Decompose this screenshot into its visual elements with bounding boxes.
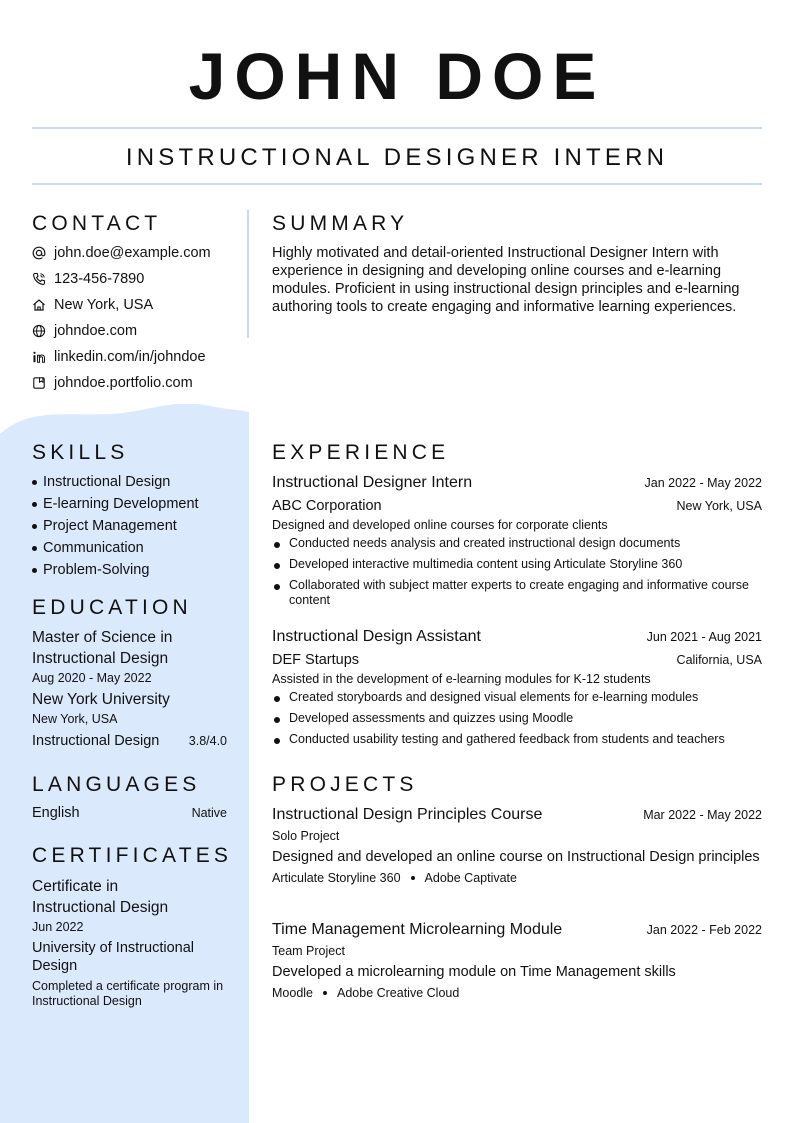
bullet-text: Conducted needs analysis and created instructional design documents <box>289 536 681 550</box>
tag-separator <box>411 876 415 880</box>
contact-email-text: john.doe@example.com <box>54 245 211 261</box>
experience-entry-1 <box>272 472 762 614</box>
experience-entry-2 <box>272 626 762 753</box>
company-row <box>272 496 762 516</box>
contact-portfolio-text: johndoe.portfolio.com <box>54 375 193 391</box>
bullet-dot <box>274 584 280 590</box>
tool-tag: Articulate Storyline 360 <box>272 871 401 885</box>
header-rule-bottom <box>32 183 762 185</box>
education-dates: Aug 2020 - May 2022 <box>32 671 152 685</box>
certificates-heading: CERTIFICATES <box>32 844 233 867</box>
project-title: Time Management Microlearning Module <box>272 921 563 938</box>
company-name: DEF Startups <box>272 652 360 668</box>
contact-linkedin-text: linkedin.com/in/johndoe <box>54 349 206 365</box>
list-item <box>272 732 762 747</box>
project-title: Instructional Design Principles Course <box>272 806 543 823</box>
job-title: Instructional Design Assistant <box>272 628 481 645</box>
contact-email[interactable] <box>32 240 242 266</box>
job-header <box>272 472 762 494</box>
experience-heading: EXPERIENCE <box>272 441 450 464</box>
education-heading: EDUCATION <box>32 596 192 619</box>
project-type: Solo Project <box>272 829 340 843</box>
bullet-text: Collaborated with subject matter experts to create engaging and informative course content <box>289 578 749 607</box>
education-entry <box>32 627 227 752</box>
projects-heading: PROJECTS <box>272 773 418 796</box>
list-item <box>32 515 199 537</box>
education-field: Instructional Design <box>32 733 160 749</box>
skills-list <box>32 471 199 581</box>
certificate-issuer: University of Instructional Design <box>32 940 194 974</box>
contact-location <box>32 292 242 318</box>
list-item <box>272 557 762 572</box>
contact-heading: CONTACT <box>32 212 162 235</box>
education-school: New York University <box>32 691 170 708</box>
globe-icon <box>32 324 46 338</box>
bullet-dot <box>274 542 280 548</box>
summary-text: Highly motivated and detail-oriented Instructional Designer Intern with experience in designing and developing online courses and e-learning modules. Proficient in using instructional design principles and e-learning authoring tools to create engaging and informative learning experiences. <box>272 245 740 315</box>
education-degree: Master of Science in Instructional Design <box>32 629 173 667</box>
phone-icon <box>32 272 46 286</box>
linkedin-icon <box>32 350 46 364</box>
project-dates: Mar 2022 - May 2022 <box>643 808 762 822</box>
job-dates: Jun 2021 - Aug 2021 <box>646 630 762 644</box>
project-description: Designed and developed an online course on Instructional Design principles <box>272 849 760 865</box>
project-header <box>272 804 762 826</box>
education-gpa: 3.8/4.0 <box>188 734 227 748</box>
project-type: Team Project <box>272 944 345 958</box>
languages-heading: LANGUAGES <box>32 773 201 796</box>
skill-label: E-learning Development <box>43 496 199 512</box>
certificate-entry <box>32 876 227 1009</box>
bullet-dot <box>274 563 280 569</box>
bullet-text: Developed interactive multimedia content using Articulate Storyline 360 <box>289 557 683 571</box>
summary-heading: SUMMARY <box>272 212 409 235</box>
contact-phone[interactable] <box>32 266 242 292</box>
skill-label: Instructional Design <box>43 474 171 490</box>
header-rule-top <box>32 127 762 129</box>
tool-tag: Moodle <box>272 986 313 1000</box>
skill-label: Communication <box>43 540 144 556</box>
job-header <box>272 626 762 648</box>
company-location: New York, USA <box>676 499 762 513</box>
contact-website-text: johndoe.com <box>54 323 138 339</box>
language-name: English <box>32 805 80 821</box>
project-entry-2 <box>272 919 762 1003</box>
company-location: California, USA <box>676 653 762 667</box>
bullet-text: Conducted usability testing and gathered feedback from students and teachers <box>289 732 725 746</box>
project-entry-1 <box>272 804 762 888</box>
job-description: Assisted in the development of e-learning modules for K-12 students <box>272 672 651 686</box>
language-row <box>32 803 227 824</box>
bullet-text: Created storyboards and designed visual elements for e-learning modules <box>289 690 699 704</box>
project-tools <box>272 983 762 1003</box>
portfolio-icon <box>32 376 46 390</box>
skill-label: Problem-Solving <box>43 562 150 578</box>
home-icon <box>32 298 46 312</box>
bullet-dot <box>32 568 37 573</box>
job-title: Instructional Designer Intern <box>272 474 473 491</box>
project-header <box>272 919 762 941</box>
list-item <box>32 493 199 515</box>
language-level: Native <box>191 806 227 820</box>
list-item <box>272 690 762 705</box>
list-item <box>32 471 199 493</box>
company-name: ABC Corporation <box>272 498 382 514</box>
bullet-dot <box>32 502 37 507</box>
at-icon <box>32 246 46 260</box>
certificate-date: Jun 2022 <box>32 920 84 934</box>
job-bullets <box>272 690 762 747</box>
project-tools <box>272 868 762 888</box>
contact-website[interactable] <box>32 318 242 344</box>
list-item <box>272 578 762 608</box>
tool-tag: Adobe Captivate <box>424 871 517 885</box>
candidate-name: JOHN DOE <box>188 39 606 113</box>
job-role: INSTRUCTIONAL DESIGNER INTERN <box>125 144 669 171</box>
education-location: New York, USA <box>32 712 118 726</box>
job-dates: Jan 2022 - May 2022 <box>644 476 762 490</box>
bullet-dot <box>32 546 37 551</box>
contact-portfolio[interactable] <box>32 370 242 396</box>
tag-separator <box>323 991 327 995</box>
certificate-description: Completed a certificate program in Instructional Design <box>32 979 224 1008</box>
contact-linkedin[interactable] <box>32 344 242 370</box>
certificate-title: Certificate in Instructional Design <box>32 878 169 916</box>
list-item <box>272 536 762 551</box>
contact-list <box>32 240 242 396</box>
contact-phone-text: 123-456-7890 <box>54 271 145 287</box>
skills-heading: SKILLS <box>32 441 129 464</box>
bullet-text: Developed assessments and quizzes using Moodle <box>289 711 574 725</box>
bullet-dot <box>274 696 280 702</box>
bullet-dot <box>32 480 37 485</box>
job-description: Designed and developed online courses for corporate clients <box>272 518 608 532</box>
education-field-row <box>32 731 227 752</box>
contact-location-text: New York, USA <box>54 297 154 313</box>
list-item <box>32 537 199 559</box>
job-bullets <box>272 536 762 608</box>
list-item <box>272 711 762 726</box>
column-divider <box>247 210 249 338</box>
tool-tag: Adobe Creative Cloud <box>337 986 460 1000</box>
company-row <box>272 650 762 670</box>
bullet-dot <box>274 738 280 744</box>
bullet-dot <box>274 717 280 723</box>
bullet-dot <box>32 524 37 529</box>
skill-label: Project Management <box>43 518 177 534</box>
project-description: Developed a microlearning module on Time Management skills <box>272 964 676 980</box>
project-dates: Jan 2022 - Feb 2022 <box>646 923 762 937</box>
list-item <box>32 559 199 581</box>
